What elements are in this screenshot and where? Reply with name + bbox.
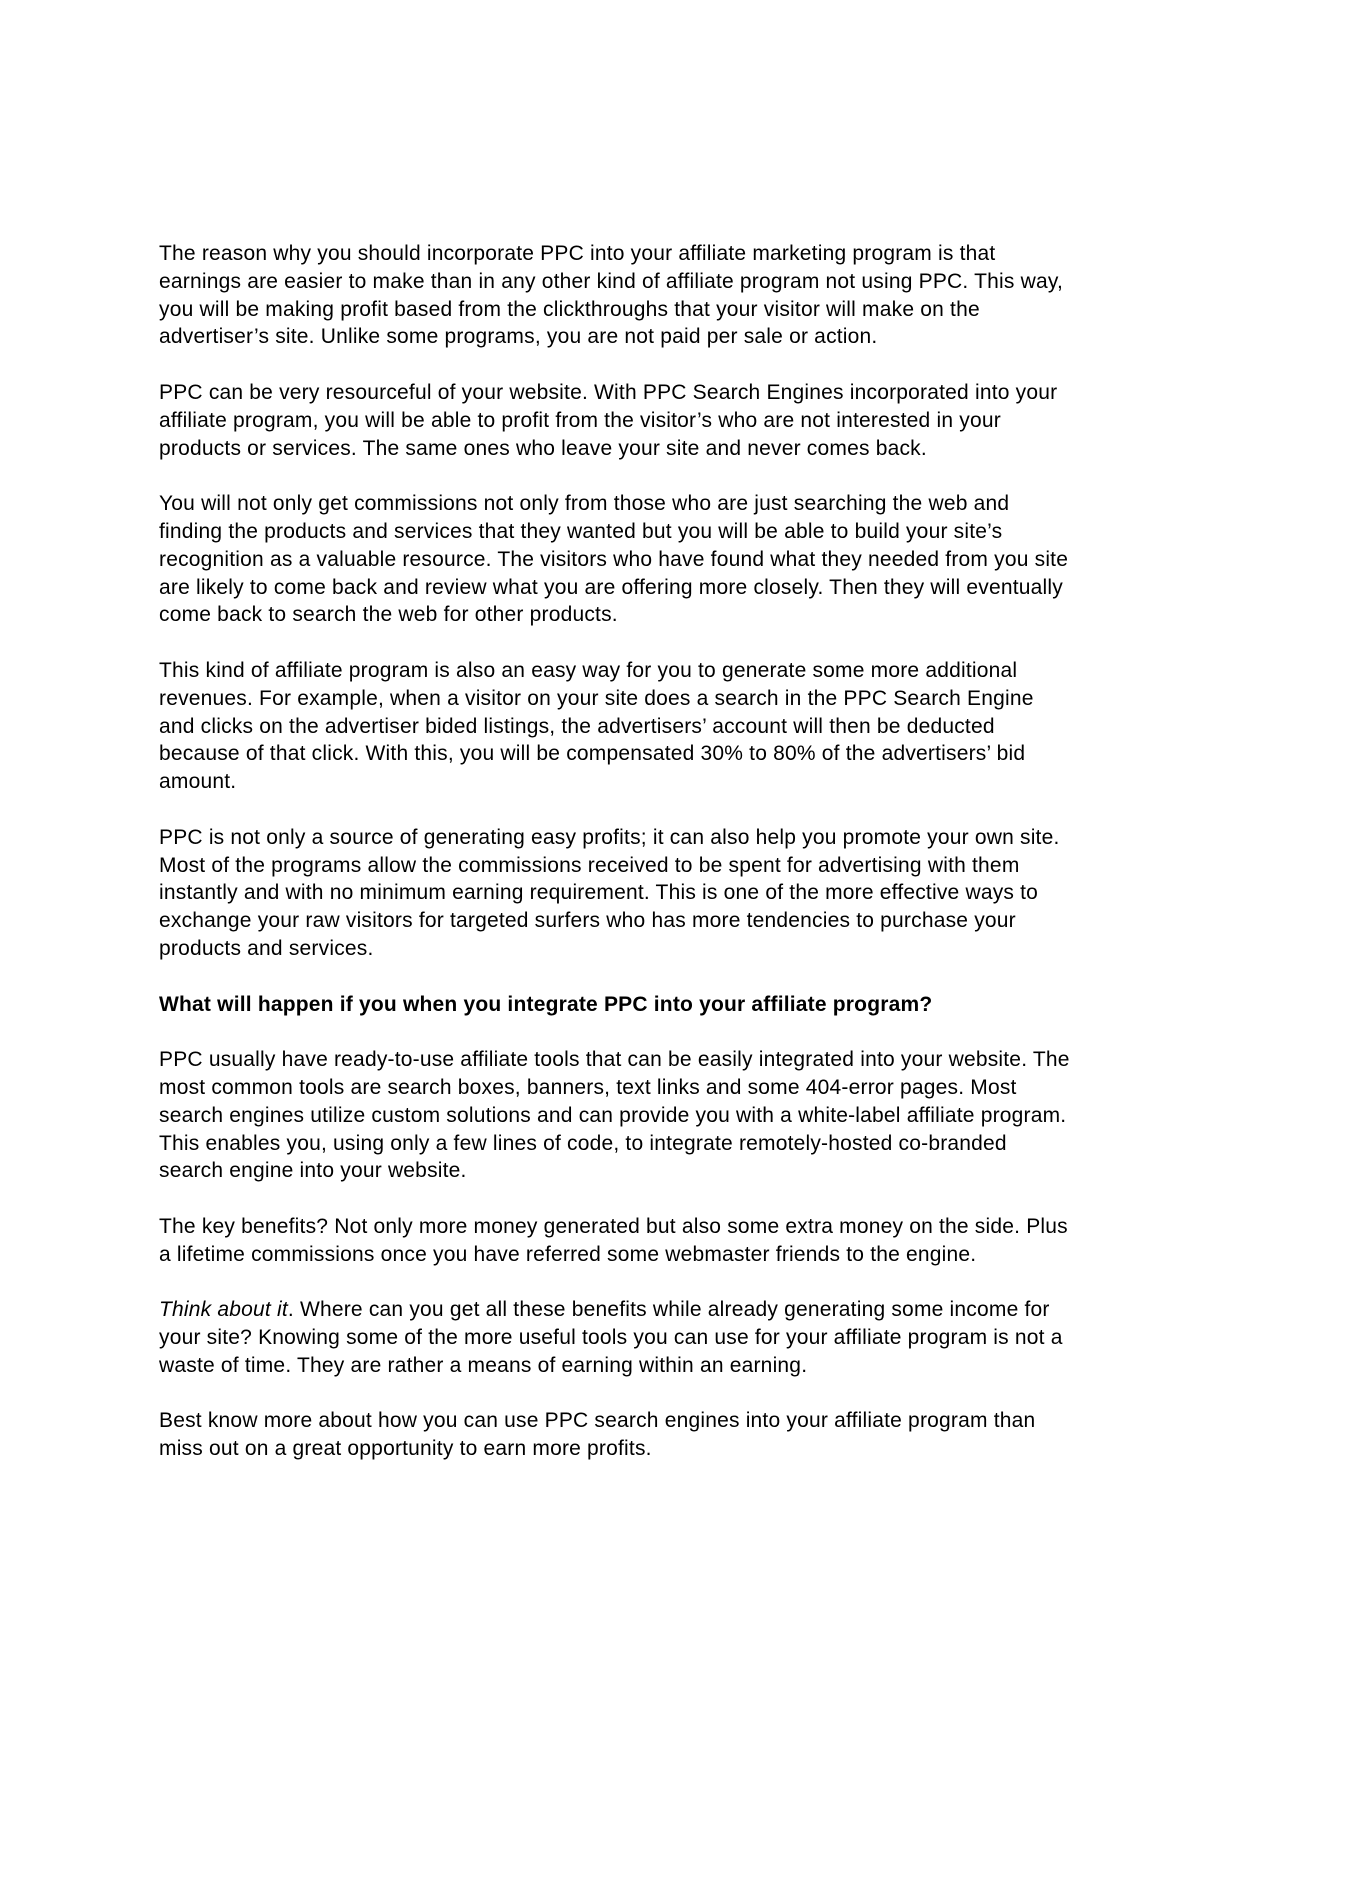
document-content — [159, 240, 1259, 1463]
text-line: You will not only get commissions not only from those who are just searching the web and — [159, 492, 1010, 516]
text-line: products and services. — [159, 936, 374, 960]
text-line: are likely to come back and review what you are offering more closely. Then they will eventually — [159, 575, 1063, 599]
text-line: Best know more about how you can use PPC search engines into your affiliate program than — [159, 1409, 1036, 1433]
paragraph — [159, 490, 1259, 629]
text-line: revenues. For example, when a visitor on your site does a search in the PPC Search Engine — [159, 686, 1034, 710]
paragraph — [159, 379, 1259, 462]
text-line: miss out on a great opportunity to earn more profits. — [159, 1437, 652, 1461]
paragraph — [159, 657, 1259, 796]
text-line: search engine into your website. — [159, 1159, 467, 1183]
italic-text-segment: Think about it — [159, 1298, 288, 1322]
text-line: waste of time. They are rather a means of earning within an earning. — [159, 1353, 808, 1377]
paragraph — [159, 1213, 1259, 1269]
text-line: most common tools are search boxes, banners, text links and some 404-error pages. Most — [159, 1075, 1017, 1099]
text-line: exchange your raw visitors for targeted surfers who has more tendencies to purchase your — [159, 909, 1016, 933]
text-line: a lifetime commissions once you have referred some webmaster friends to the engine. — [159, 1242, 977, 1266]
text-line: earnings are easier to make than in any other kind of affiliate program not using PPC. This way, — [159, 269, 1064, 293]
text-line: recognition as a valuable resource. The visitors who have found what they needed from you site — [159, 547, 1069, 571]
text-line: PPC can be very resourceful of your website. With PPC Search Engines incorporated into your — [159, 380, 1058, 404]
text-line: PPC usually have ready-to-use affiliate tools that can be easily integrated into your website. The — [159, 1048, 1070, 1072]
text-line: affiliate program, you will be able to profit from the visitor’s who are not interested in your — [159, 408, 1001, 432]
text-line: products or services. The same ones who leave your site and never comes back. — [159, 436, 927, 460]
text-line: search engines utilize custom solutions and can provide you with a white-label affiliate program. — [159, 1103, 1067, 1127]
paragraph — [159, 240, 1259, 351]
text-line: What will happen if you when you integrate PPC into your affiliate program? — [159, 992, 933, 1016]
paragraph — [159, 1407, 1259, 1463]
text-line: and clicks on the advertiser bided listings, the advertisers’ account will then be deducted — [159, 714, 995, 738]
paragraph — [159, 1046, 1259, 1185]
text-line: because of that click. With this, you will be compensated 30% to 80% of the advertisers’ bid — [159, 742, 1026, 766]
text-line: Most of the programs allow the commissions received to be spent for advertising with them — [159, 853, 1020, 877]
paragraph — [159, 1296, 1259, 1379]
text-line: PPC is not only a source of generating easy profits; it can also help you promote your own site. — [159, 825, 1060, 849]
text-line: The key benefits? Not only more money generated but also some extra money on the side. Plus — [159, 1214, 1068, 1238]
paragraph — [159, 824, 1259, 963]
text-line: finding the products and services that they wanted but you will be able to build your site’s — [159, 519, 1003, 543]
text-line: This enables you, using only a few lines of code, to integrate remotely-hosted co-branded — [159, 1131, 1007, 1155]
text-line: amount. — [159, 770, 237, 794]
text-segment: . Where can you get all these benefits while already generating some income for — [287, 1298, 1050, 1322]
text-line: you will be making profit based from the clickthroughs that your visitor will make on the — [159, 297, 980, 321]
text-line — [159, 1296, 1259, 1324]
text-line: come back to search the web for other products. — [159, 603, 618, 627]
section-heading — [159, 991, 1259, 1019]
text-line: This kind of affiliate program is also an easy way for you to generate some more additional — [159, 658, 1018, 682]
text-line: instantly and with no minimum earning requirement. This is one of the more effective ways to — [159, 881, 1039, 905]
text-line: advertiser’s site. Unlike some programs, you are not paid per sale or action. — [159, 325, 878, 349]
text-line: The reason why you should incorporate PPC into your affiliate marketing program is that — [159, 242, 996, 265]
text-line: your site? Knowing some of the more useful tools you can use for your affiliate program is not a — [159, 1326, 1063, 1350]
